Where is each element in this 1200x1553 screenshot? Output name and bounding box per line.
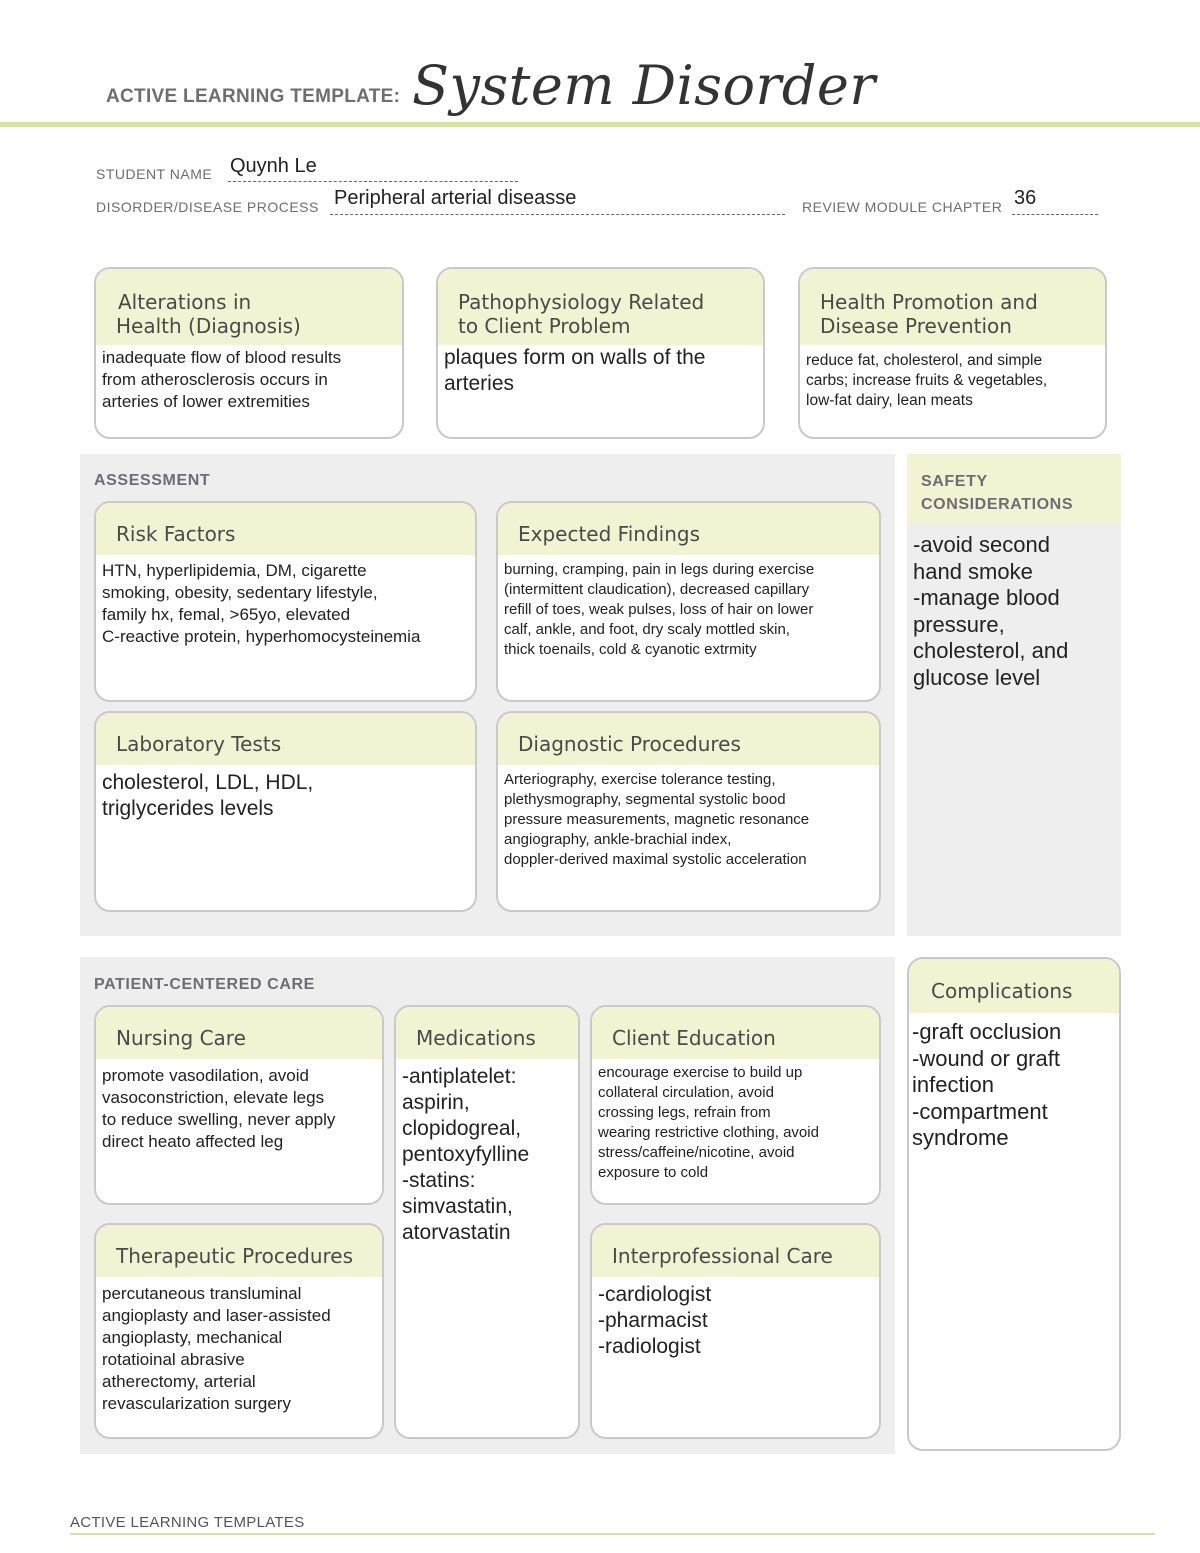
client-education-box [590, 1005, 881, 1205]
client-education-title: Client Education [612, 1026, 776, 1050]
complications-content[interactable]: -graft occlusion -wound or graft infection -compartment syndrome [912, 1019, 1062, 1150]
client-education-header [592, 1007, 879, 1059]
diagnostic-procedures-title: Diagnostic Procedures [518, 732, 741, 756]
alterations-title-line2: Health (Diagnosis) [116, 314, 301, 338]
safety-title-line1: SAFETY [921, 473, 988, 490]
therapeutic-procedures-title: Therapeutic Procedures [116, 1244, 354, 1268]
risk-factors-box [94, 501, 477, 702]
alterations-in-health-box [94, 267, 404, 439]
diagnostic-procedures-box [496, 711, 881, 912]
health-promotion-box [798, 267, 1107, 439]
student-name-value: Quynh Le [230, 155, 317, 177]
expected-findings-box [496, 501, 881, 702]
laboratory-tests-box [94, 711, 477, 912]
disorder-label: DISORDER/DISEASE PROCESS [96, 199, 319, 215]
page-title: System Disorder [412, 54, 876, 117]
alterations-title-line1: Alterations in [118, 290, 252, 314]
laboratory-tests-content[interactable]: cholesterol, LDL, HDL, triglycerides levels [102, 771, 314, 820]
safety-title-line2: CONSIDERATIONS [921, 496, 1074, 513]
safety-header [907, 454, 1121, 524]
medications-title: Medications [416, 1026, 536, 1050]
chapter-label: REVIEW MODULE CHAPTER [802, 199, 1003, 215]
disorder-value: Peripheral arterial diseasse [334, 187, 577, 209]
nursing-care-box [94, 1005, 384, 1205]
assessment-title: ASSESSMENT [94, 472, 211, 489]
pathophysiology-content[interactable]: plaques form on walls of the arteries [444, 346, 706, 395]
therapeutic-procedures-header [96, 1225, 382, 1277]
pathophysiology-header [438, 269, 763, 345]
client-education-content[interactable]: encourage exercise to build up collateral circulation, avoid crossing legs, refrain from wearing restrictive clothing, avoid stress/caffeine/nicotine, avoid exposure to cold [598, 1064, 819, 1181]
template-label: ACTIVE LEARNING TEMPLATE: [106, 86, 401, 107]
medications-header [396, 1007, 578, 1059]
safety-content[interactable]: -avoid second hand smoke -manage blood pressure, cholesterol, and glucose level [913, 532, 1069, 690]
interprofessional-care-header [592, 1225, 879, 1277]
therapeutic-procedures-box [94, 1223, 384, 1439]
medications-box [394, 1005, 580, 1439]
complications-box [907, 957, 1121, 1451]
footer-divider [70, 1533, 1155, 1535]
health-promotion-content[interactable]: reduce fat, cholesterol, and simple carbs; increase fruits & vegetables, low-fat dairy, lean meats [806, 352, 1048, 409]
nursing-care-content[interactable]: promote vasodilation, avoid vasoconstriction, elevate legs to reduce swelling, never apply direct heato affected leg [102, 1066, 336, 1151]
interprofessional-care-content[interactable]: -cardiologist -pharmacist -radiologist [598, 1283, 712, 1358]
risk-factors-header [96, 503, 475, 555]
chapter-value: 36 [1014, 187, 1037, 209]
interprofessional-care-box [590, 1223, 881, 1439]
laboratory-tests-header [96, 713, 475, 765]
health-promotion-title-line2: Disease Prevention [820, 314, 1012, 338]
header-divider [0, 122, 1200, 127]
footer-label: ACTIVE LEARNING TEMPLATES [70, 1514, 305, 1531]
risk-factors-title: Risk Factors [116, 522, 236, 546]
expected-findings-content[interactable]: burning, cramping, pain in legs during exercise (intermittent claudication), decreased capillary refill of toes, weak pulses, loss of hair on lower calf, ankle, and foot, dry scaly mottled skin, thick toenails, cold & cyanotic extrmity [504, 561, 815, 658]
patient-centered-care-title: PATIENT-CENTERED CARE [94, 976, 315, 993]
pathophysiology-title-line2: to Client Problem [458, 314, 631, 338]
expected-findings-title: Expected Findings [518, 522, 700, 546]
expected-findings-header [498, 503, 879, 555]
laboratory-tests-title: Laboratory Tests [116, 732, 282, 756]
nursing-care-header [96, 1007, 382, 1059]
alterations-header [96, 269, 402, 345]
diagnostic-procedures-content[interactable]: Arteriography, exercise tolerance testing, plethysmography, segmental systolic bood pressure measurements, magnetic resonance angiography, ankle-brachial index, doppler-derived maximal systolic acceleration [504, 771, 810, 868]
alterations-content[interactable]: inadequate flow of blood results from atherosclerosis occurs in arteries of lower extremities [102, 348, 342, 411]
pathophysiology-box [436, 267, 765, 439]
medications-content[interactable]: -antiplatelet: aspirin, clopidogreal, pentoxyfylline -statins: simvastatin, atorvastatin [402, 1065, 530, 1244]
health-promotion-header [800, 269, 1105, 345]
diagnostic-procedures-header [498, 713, 879, 765]
nursing-care-title: Nursing Care [116, 1026, 246, 1050]
risk-factors-content[interactable]: HTN, hyperlipidemia, DM, cigarette smoking, obesity, sedentary lifestyle, family hx, femal, >65yo, elevated C-reactive protein, hyperhomocysteinemia [102, 561, 421, 646]
complications-header [909, 959, 1119, 1013]
student-name-label: STUDENT NAME [96, 166, 213, 182]
therapeutic-procedures-content[interactable]: percutaneous transluminal angioplasty and laser-assisted angioplasty, mechanical rotatioinal abrasive atherectomy, arterial revascularization surgery [102, 1284, 331, 1413]
health-promotion-title-line1: Health Promotion and [820, 290, 1038, 314]
safety-panel [907, 454, 1121, 936]
pathophysiology-title-line1: Pathophysiology Related [458, 290, 705, 314]
interprofessional-care-title: Interprofessional Care [612, 1244, 833, 1268]
complications-title: Complications [931, 979, 1073, 1003]
